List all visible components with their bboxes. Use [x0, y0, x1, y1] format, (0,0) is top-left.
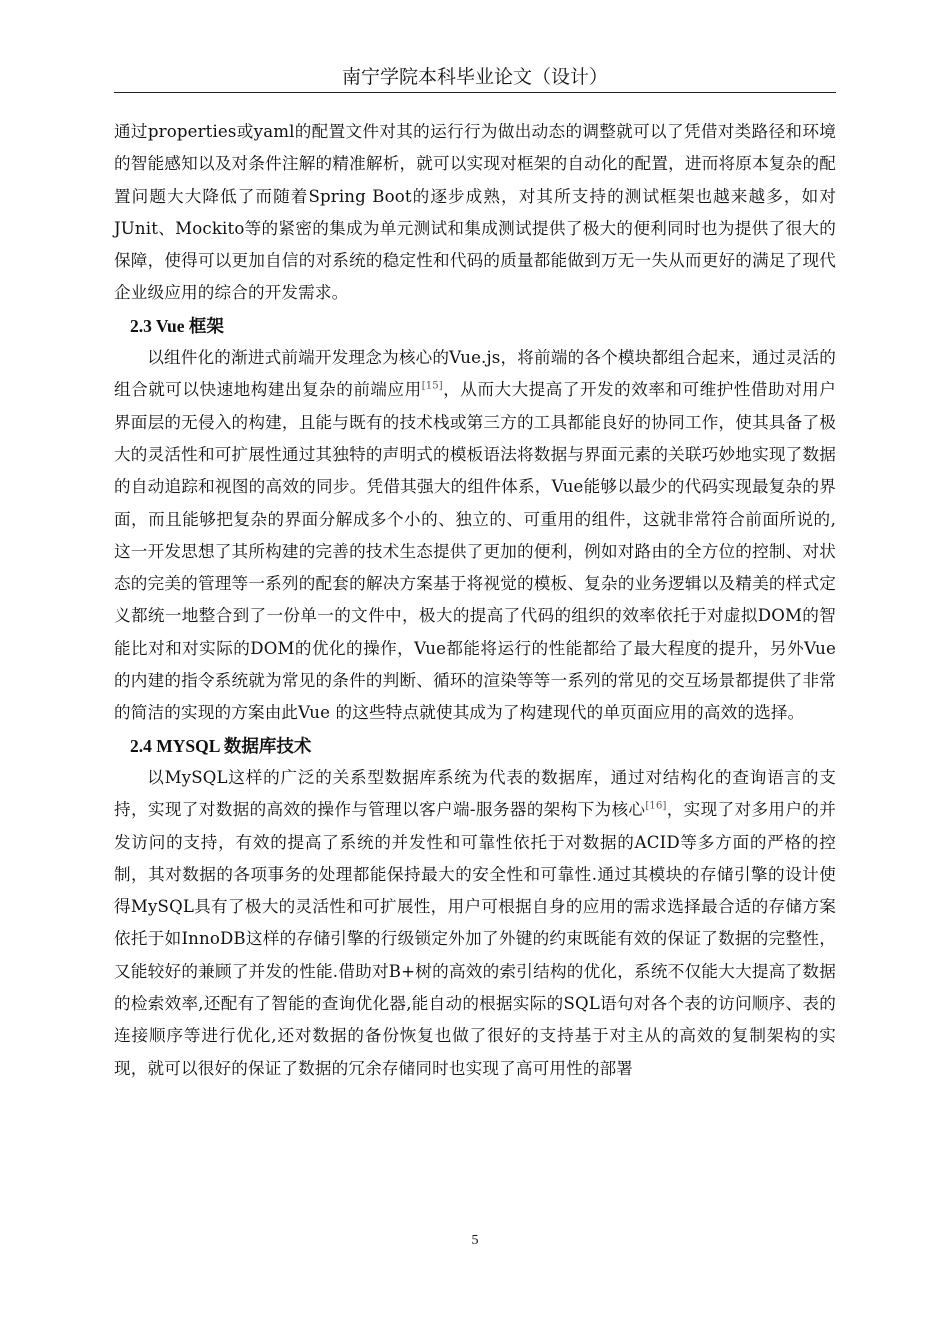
page-number: 5 [471, 1233, 479, 1248]
paragraph-mysql-part2: ，实现了对多用户的并发访问的支持，有效的提高了系统的并发性和可靠性依托于对数据的ACID等多方面的严格的控制，其对数据的各项事务的处理都能保持最大的安全性和可靠性.通过其模块的存储引擎的设计使得MySQL具有了极大的灵活性和可扩展性，用户可根据自身的应用的需求选择最合适的存储方案依托于如InnoDB这样的存储引擎的行级锁定外加了外键的约束既能有效的保证了数据的完整性，又能较好的兼顾了并发的性能.借助对B+树的高效的索引结构的优化，系统不仅能大大提高了数据的检索效率,还配有了智能的查询优化器,能自动的根据实际的SQL语句对各个表的访问顺序、表的连接顺序等进行优化,还对数据的备份恢复也做了很好的支持基于对主从的高效的复制架构的实现，就可以很好的保证了数据的冗余存储同时也实现了高可用性的部署 [114, 800, 837, 1078]
citation-16: [16] [645, 800, 667, 812]
citation-15: [15] [421, 380, 443, 392]
paragraph-mysql-part1: 以MySQL这样的广泛的关系型数据库系统为代表的数据库，通过对结构化的查询语言的支持，实现了对数据的高效的操作与管理以客户端-服务器的架构下为核心 [114, 767, 836, 820]
paragraph-spring-boot: 通过properties或yaml的配置文件对其的运行行为做出动态的调整就可以了凭借对类路径和环境的智能感知以及对条件注解的精准解析，就可以实现对框架的自动化的配置，进而将原本复杂的配置问题大大降低了而随着Spring Boot的逐步成熟，对其所支持的测试框架也越来越多，如对JUnit、Mockito等的紧密的集成为单元测试和集成测试提供了极大的便利同时也为提供了很大的保障，使得可以更加自信的对系统的稳定性和代码的质量都能做到万无一失从而更好的满足了现代企业级应用的综合的开发需求。 [114, 122, 836, 303]
body-text [114, 116, 836, 1085]
header-title: 南宁学院本科毕业论文（设计） [341, 66, 608, 88]
paragraph-vue [114, 342, 836, 730]
paragraph-mysql [114, 762, 836, 1085]
section-heading-2-3: 2.3 Vue 框架 [130, 315, 224, 336]
paragraph-vue-part1: 以组件化的渐进式前端开发理念为核心的Vue.js，将前端的各个模块都组合起来，通过灵活的组合就可以快速地构建出复杂的前端应用 [114, 348, 836, 400]
page-header [114, 62, 836, 93]
paragraph-vue-part2: ，从而大大提高了开发的效率和可维护性借助对用户界面层的无侵入的构建，且能与既有的技术栈或第三方的工具都能良好的协同工作，使其具备了极大的灵活性和可扩展性通过其独特的声明式的模板语法将数据与界面元素的关联巧妙地实现了数据的自动追踪和视图的高效的同步。凭借其强大的组件体系，Vue能够以最少的代码实现最复杂的界面，而且能够把复杂的界面分解成多个小的、独立的、可重用的组件，这就非常符合前面所说的,这一开发思想了其所构建的完善的技术生态提供了更加的便利，例如对路由的全方位的控制、对状态的完美的管理等一系列的配套的解决方案基于将视觉的模板、复杂的业务逻辑以及精美的样式定义都统一地整合到了一份单一的文件中，极大的提高了代码的组织的效率依托于对虚拟DOM的智能比对和对实际的DOM的优化的操作，Vue都能将运行的性能都给了最大程度的提升，另外Vue的内建的指令系统就为常见的条件的判断、循环的渲染等等一系列的常见的交互场景都提供了非常的简洁的实现的方案由此Vue 的这些特点就使其成为了构建现代的单页面应用的高效的选择。 [114, 380, 837, 723]
section-heading-2-4: 2.4 MYSQL 数据库技术 [130, 735, 312, 756]
